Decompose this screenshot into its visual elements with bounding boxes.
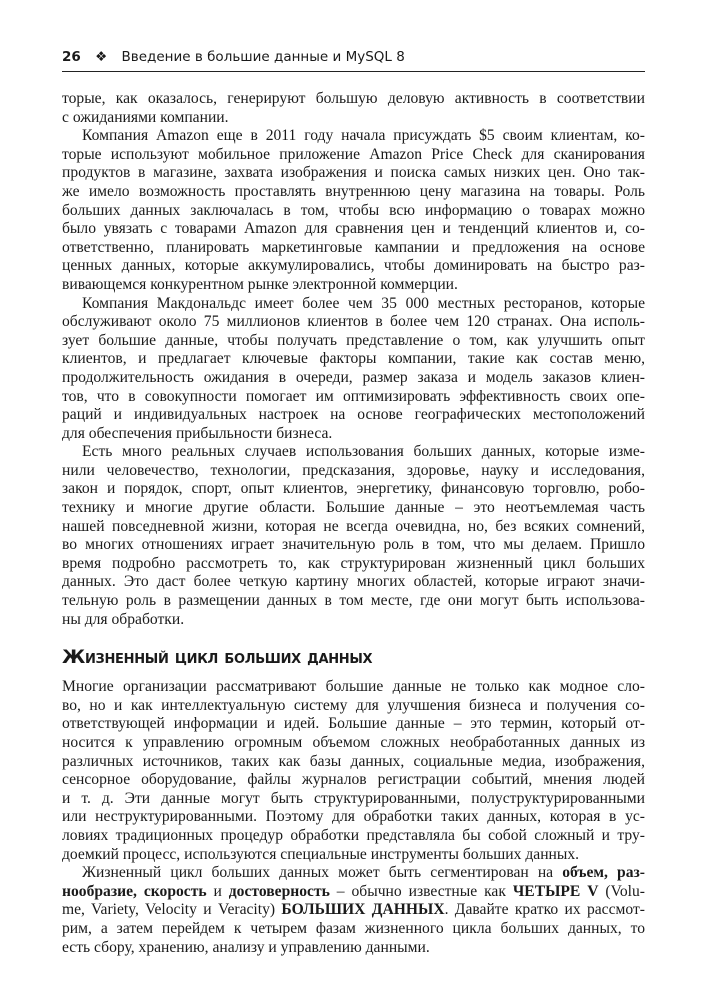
page-number: 26 xyxy=(62,49,81,65)
text-line: ответственно, планировать маркетинговые кампании и предложения на основе xyxy=(62,238,645,256)
text-line: нообразие, скорость и достоверность – обычно известные как ЧЕТЫРЕ V (Volu- xyxy=(62,882,645,900)
text-line: доемкий процесс, используются специальные инструменты больших данных. xyxy=(62,845,580,863)
text-line: различных источников, таких как базы данных, социальные медиа, изображения, xyxy=(62,752,645,770)
text-line: тов, что в совокупности помогает им оптимизировать эффективность своих опе- xyxy=(62,387,645,405)
text-line: для обеспечения прибыльности бизнеса. xyxy=(62,424,333,442)
text-line: закон и порядок, спорт, опыт клиентов, энергетику, финансовую торговлю, робо- xyxy=(62,480,645,498)
page-body xyxy=(62,90,645,957)
text-line: ны для обработки. xyxy=(62,610,185,628)
text-line: продуктов в магазине, захвата изображения и поиска самых низких цен. Оно так- xyxy=(62,164,645,182)
ornament-icon: ❖ xyxy=(95,49,108,65)
section-heading: Жизненный цикл больших данных xyxy=(62,646,373,669)
text-line: во, но и как интеллектуальную систему для улучшения бизнеса и получения со- xyxy=(62,696,645,714)
text-line: раций и индивидуальных настроек на основе географических местоположений xyxy=(62,406,645,424)
paragraph xyxy=(62,864,645,957)
text-line: нили человечество, технологии, предсказания, здоровье, науку и исследования, xyxy=(62,461,645,479)
text-line: и т. д. Эти данные могут быть структурированными, полуструктурированными xyxy=(62,789,645,807)
paragraph xyxy=(62,678,645,864)
paragraph xyxy=(62,443,645,629)
text-line: сенсорное оборудование, файлы журналов регистрации событий, мнения людей xyxy=(62,771,645,789)
text-line: время подробно рассмотреть то, как структурирован жизненный цикл больших xyxy=(62,554,645,572)
text-line: Компания Amazon еще в 2011 году начала присуждать $5 своим клиентам, ко- xyxy=(82,127,645,145)
text-line: me, Variety, Velocity и Veracity) БОЛЬШИХ ДАННЫХ. Давайте кратко их рассмот- xyxy=(62,901,645,919)
text-line: данных. Это даст более четкую картину многих областей, которые играют значи- xyxy=(62,573,645,591)
paragraph xyxy=(62,127,645,294)
text-line: технику и многие другие области. Большие данные – это неотъемлемая часть xyxy=(62,499,645,517)
text-line: нашей повседневной жизни, которая не всегда очевидна, но, без всяких сомнений, xyxy=(62,517,645,535)
text-line: ловиях традиционных процедур обработки представляла бы собой сложный и тру- xyxy=(62,826,645,844)
text-line: или неструктурированными. Поэтому для обработки таких данных, которая в ус- xyxy=(62,808,645,826)
text-line: тельную роль в размещении данных в том месте, где они могут быть использова- xyxy=(62,592,645,610)
text-line: ответствующей информации и идей. Большие данные – это термин, который от- xyxy=(62,715,645,733)
text-line: ценных данных, которые аккумулировались, чтобы доминировать на быстро раз- xyxy=(62,257,645,275)
text-line: больших данных заключалась в том, чтобы всю информацию о товарах можно xyxy=(62,201,645,219)
text-line: клиентов, и предлагает ключевые факторы компании, такие как состав меню, xyxy=(62,350,645,368)
text-line: было увязать с товарами Amazon для сравнения цен и тенденций клиентов и, со- xyxy=(62,220,645,238)
running-header xyxy=(62,49,645,72)
text-line: носится к управлению огромным объемом сложных необработанных данных из xyxy=(62,734,645,751)
chapter-title: Введение в большие данные и MySQL 8 xyxy=(121,49,405,65)
text-line: с ожиданиями компании. xyxy=(62,108,229,126)
text-line: Жизненный цикл больших данных может быть сегментирован на объем, раз- xyxy=(82,864,645,882)
text-line: торые, как оказалось, генерируют большую деловую активность в соответствии xyxy=(62,90,645,107)
text-line: Есть много реальных случаев использования больших данных, которые изме- xyxy=(82,443,645,461)
paragraph xyxy=(62,295,645,444)
text-line: вивающемся конкурентном рынке электронной коммерции. xyxy=(62,275,458,293)
text-line: зует большие данные, чтобы получать представление о том, как улучшить опыт xyxy=(62,331,645,349)
text-line: обслуживают около 75 миллионов клиентов в более чем 120 странах. Она исполь- xyxy=(62,313,645,331)
text-line: во многих отношениях играет значительную роль в том, что мы делаем. Пришло xyxy=(62,536,645,554)
text-line: продолжительность ожидания в очереди, размер заказа и модель заказов клиен- xyxy=(62,368,645,386)
text-line: же имело возможность проставлять внутреннюю цену магазина на товары. Роль xyxy=(62,182,645,200)
text-line: есть сбору, хранению, анализу и управлению данными. xyxy=(62,938,430,956)
text-line: торые используют мобильное приложение Amazon Price Check для сканирования xyxy=(62,145,645,163)
text-line: рим, а затем перейдем к четырем фазам жизненного цикла больших данных, то xyxy=(62,919,645,937)
text-line: Компания Макдональдс имеет более чем 35 000 местных ресторанов, которые xyxy=(82,294,645,312)
text-line: Многие организации рассматривают большие данные не только как модное сло- xyxy=(62,678,645,696)
paragraph xyxy=(62,90,645,127)
